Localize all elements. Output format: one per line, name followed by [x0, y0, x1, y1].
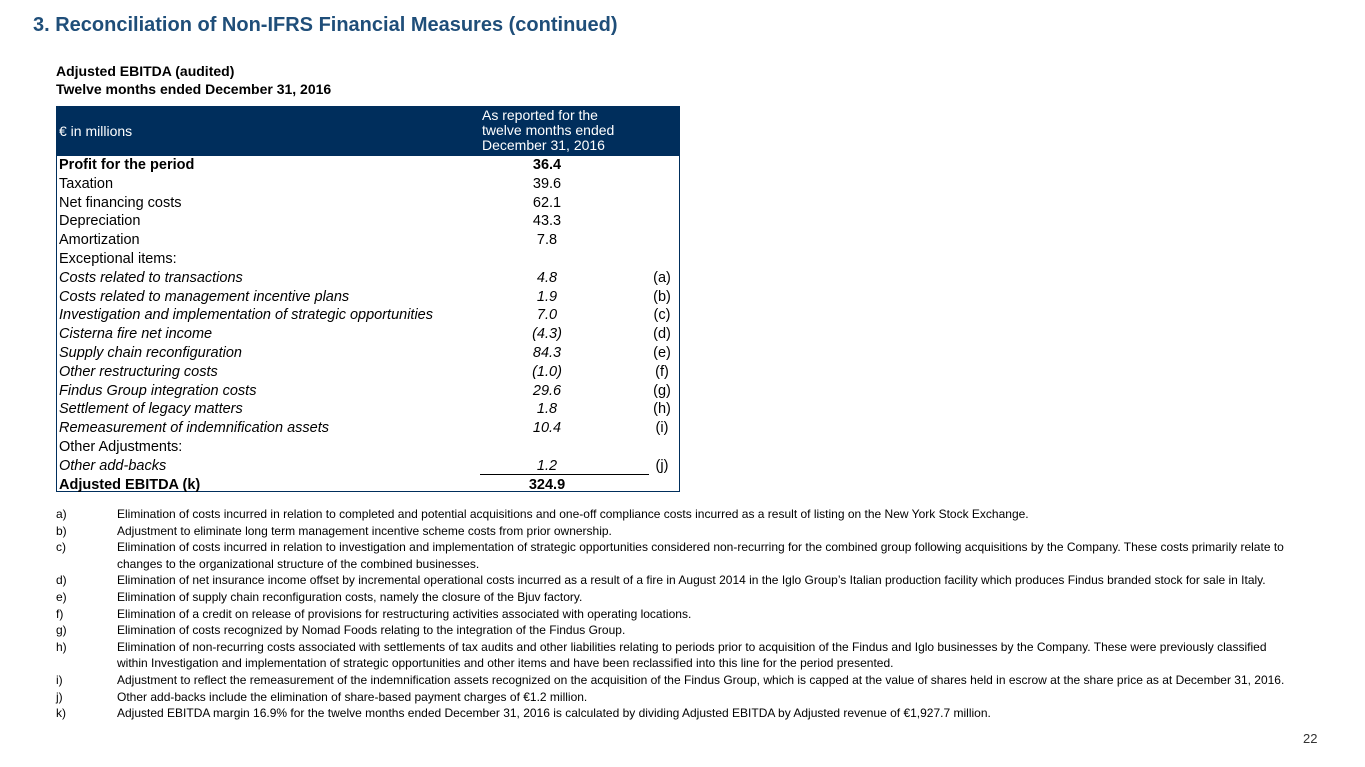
table-row	[57, 250, 679, 269]
footnote-text: Elimination of costs recognized by Nomad Foods relating to the integration of the Findus Group.	[117, 623, 626, 638]
row-value: 1.2	[536, 457, 558, 474]
table-row	[57, 382, 679, 401]
row-value: (4.3)	[532, 326, 562, 343]
footnote	[56, 622, 1296, 639]
footnote-text: Adjustment to eliminate long term management incentive scheme costs from prior ownership.	[117, 523, 612, 538]
section-label: Exceptional items:	[59, 251, 177, 267]
footnote	[56, 705, 1296, 722]
footnote-text: Elimination of non-recurring costs associated with settlements of tax audits and other liabilities relating to periods prior to acquisition of the Findus and Iglo businesses by the Company. These were previously classified within Investigation and implementation of strategic opportunities and other items and have been reclassified into this line for the period presented.	[117, 639, 1267, 671]
footnote	[56, 506, 1296, 523]
table-period: Twelve months ended December 31, 2016	[56, 81, 332, 97]
section-label: Other Adjustments:	[59, 439, 183, 455]
row-value: 7.0	[536, 307, 558, 324]
row-value: 62.1	[532, 194, 562, 211]
footnote-text: Elimination of costs incurred in relation to completed and potential acquisitions and one-off compliance costs incurred as a result of listing on the New York Stock Exchange.	[117, 507, 1029, 521]
table-row	[57, 344, 679, 363]
table-row	[57, 194, 679, 213]
row-label: Cisterna fire net income	[59, 326, 213, 343]
footnote	[56, 689, 1296, 706]
row-label: Amortization	[59, 232, 140, 249]
footnote-key: k)	[56, 706, 66, 721]
footnote	[56, 523, 1296, 540]
row-note: (f)	[655, 363, 669, 380]
row-label: Costs related to management incentive plans	[59, 288, 350, 305]
table-row	[57, 457, 679, 476]
row-value: 84.3	[532, 345, 562, 361]
row-label: Profit for the period	[59, 157, 195, 173]
row-value: 1.9	[536, 288, 558, 305]
row-note: (i)	[655, 420, 669, 437]
footnote-key: g)	[56, 623, 67, 638]
row-label: Costs related to transactions	[59, 269, 243, 286]
ebitda-table	[56, 106, 680, 492]
footnote-key: a)	[56, 507, 67, 521]
footnote-text: Elimination of a credit on release of provisions for restructuring activities associated with operating locations.	[117, 606, 692, 621]
page-number: 22	[1303, 731, 1318, 746]
row-value: 10.4	[532, 420, 562, 437]
row-label: Net financing costs	[59, 194, 182, 211]
footnotes	[56, 506, 1296, 722]
footnote	[56, 606, 1296, 623]
row-note: (c)	[653, 307, 671, 324]
row-value: 1.8	[536, 401, 558, 418]
footnote-key: i)	[56, 672, 63, 687]
table-header	[57, 107, 679, 156]
row-value: 4.8	[536, 269, 558, 286]
row-note: (d)	[653, 326, 671, 343]
footnote-text: Other add-backs include the elimination of share-based payment charges of €1.2 million.	[117, 689, 588, 704]
table-row	[57, 212, 679, 231]
unit-header: € in millions	[59, 123, 133, 139]
footnote-text: Elimination of net insurance income offset by incremental operational costs incurred as a result of a fire in August 2014 in the Iglo Group’s Italian production facility which produces Findus branded stock for sale in Italy.	[117, 573, 1266, 588]
row-note: (h)	[653, 401, 671, 418]
footnote	[56, 639, 1296, 672]
row-label: Investigation and implementation of strategic opportunities	[59, 307, 433, 324]
footnote-key: h)	[56, 639, 67, 654]
table-row	[57, 363, 679, 382]
row-note: (g)	[653, 382, 671, 399]
column-header-line: twelve months ended	[482, 122, 615, 138]
footnote-text: Adjustment to reflect the remeasurement of the indemnification assets recognized on the acquisition of the Findus Group, which is capped at the value of shares held in escrow at the share price as at December 31, 2016.	[117, 672, 1285, 687]
footnote	[56, 572, 1296, 589]
row-note: (b)	[653, 288, 671, 305]
footnote-key: d)	[56, 573, 67, 588]
footnote-key: j)	[56, 689, 63, 704]
column-header-line: As reported for the	[482, 107, 598, 123]
footnote-text: Elimination of supply chain reconfiguration costs, namely the closure of the Bjuv factory.	[117, 589, 583, 604]
row-label: Taxation	[59, 175, 114, 192]
row-value: (1.0)	[532, 363, 562, 380]
footnote	[56, 539, 1296, 572]
row-label: Other restructuring costs	[59, 363, 218, 380]
footnote	[56, 672, 1296, 689]
row-value: 43.3	[532, 213, 562, 230]
table-row	[57, 231, 679, 250]
footnote-text: Adjusted EBITDA margin 16.9% for the twelve months ended December 31, 2016 is calculated by dividing Adjusted EBITDA by Adjusted revenue of €1,927.7 million.	[117, 706, 991, 721]
table-row	[57, 325, 679, 344]
row-label: Remeasurement of indemnification assets	[59, 420, 329, 437]
table-row	[57, 156, 679, 175]
table-row	[57, 175, 679, 194]
table-row	[57, 269, 679, 288]
row-label: Adjusted EBITDA (k)	[59, 476, 201, 493]
row-value: 7.8	[536, 232, 558, 249]
footnote	[56, 589, 1296, 606]
footnote-key: c)	[56, 540, 66, 555]
footnote-key: f)	[56, 606, 64, 621]
row-label: Settlement of legacy matters	[59, 401, 243, 418]
footnote-text: Elimination of costs incurred in relation to investigation and implementation of strategic opportunities considered non-recurring for the combined group following acquisitions by the Company. These costs primarily relate to changes to the organizational structure of the combined businesses.	[117, 540, 1284, 571]
page-title: 3. Reconciliation of Non-IFRS Financial Measures (continued)	[33, 14, 618, 36]
row-note: (a)	[653, 269, 671, 286]
row-value: 39.6	[532, 175, 562, 192]
table-row	[57, 438, 679, 457]
table-subtitle: Adjusted EBITDA (audited)	[56, 63, 235, 79]
footnote-key: e)	[56, 589, 67, 604]
column-header-line: December 31, 2016	[482, 137, 605, 153]
table-row	[57, 306, 679, 325]
table-row	[57, 400, 679, 419]
footnote-key: b)	[56, 523, 67, 538]
row-label: Depreciation	[59, 213, 141, 230]
row-note: (e)	[653, 345, 671, 361]
table-row	[57, 419, 679, 438]
row-value: 36.4	[532, 157, 562, 173]
row-label: Findus Group integration costs	[59, 382, 257, 399]
table-row	[57, 288, 679, 307]
row-value: 29.6	[532, 382, 562, 399]
row-value: 324.9	[528, 476, 566, 493]
row-note: (j)	[655, 457, 669, 474]
column-header	[482, 108, 614, 153]
row-label: Other add-backs	[59, 457, 167, 474]
row-label: Supply chain reconfiguration	[59, 345, 242, 361]
total-row	[57, 476, 679, 495]
